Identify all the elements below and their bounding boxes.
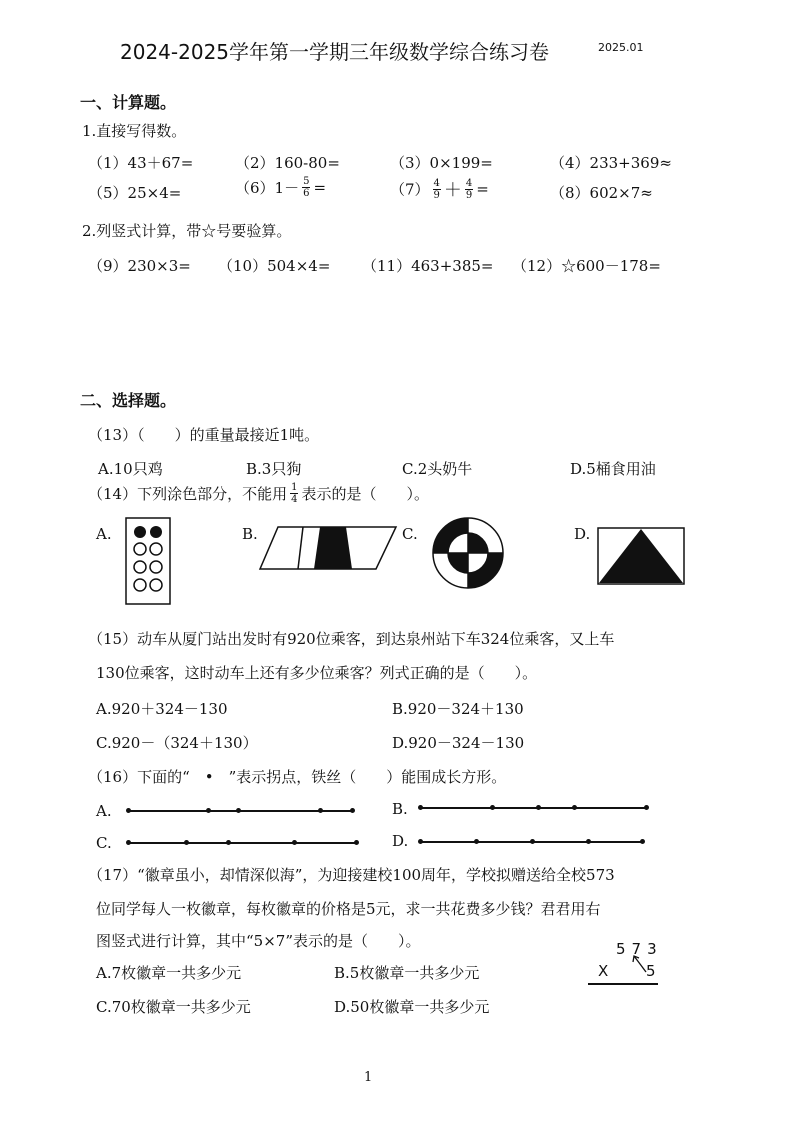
page-title: 2024-2025学年第一学期三年级数学综合练习卷 (120, 40, 550, 64)
q15-option-d: D.920－324－130 (392, 734, 525, 752)
q15-line-2: 130位乘客，这时动车上还有多少位乘客？列式正确的是（ ）。 (96, 664, 538, 682)
q16-label-a: A. (96, 802, 112, 820)
fraction-1-4: $\frac{1}{4}$ (291, 482, 298, 505)
q15-option-c: C.920－（324＋130） (96, 734, 258, 752)
q16-label-c: C. (96, 834, 112, 852)
q2-item-12: （12）☆600－178= (512, 257, 661, 275)
q15-line-1: （15）动车从厦门站出发时有920位乘客，到达泉州站下车324位乘客，又上车 (88, 630, 615, 648)
q1-item-1: （1）43＋67= (88, 154, 194, 172)
q14-label-a: A. (96, 525, 112, 543)
q17-option-b: B.5枚徽章一共多少元 (334, 964, 480, 982)
q13-option-b: B.3只狗 (246, 460, 302, 478)
fraction-4-9-b: $\frac{4}{9}$ (465, 177, 473, 201)
q1-title: 1.直接写得数。 (82, 122, 187, 140)
q14-figure-a-circles (125, 517, 171, 605)
q13-option-d: D.5桶食用油 (570, 460, 656, 478)
fraction-5-6: $\frac{5}{6}$ (303, 176, 310, 199)
q13-option-c: C.2头奶牛 (402, 460, 473, 478)
q17-line-1: （17）“徽章虽小，却情深似海”，为迎接建校100周年，学校拟赠送给全校573 (88, 866, 615, 884)
q1-item-2: （2）160-80= (235, 154, 340, 172)
q14-figure-d-rectangle (597, 527, 685, 585)
q13-option-a: A.10只鸡 (98, 460, 163, 478)
vertical-underline (588, 983, 658, 985)
section-title-choice: 二、选择题。 (80, 391, 177, 410)
q15-option-b: B.920－324＋130 (392, 700, 524, 718)
q17-line-3: 图竖式进行计算，其中“5×7”表示的是（ ）。 (96, 932, 421, 950)
vertical-multiply-sign: X (598, 962, 609, 980)
q16-label-b: B. (392, 800, 408, 818)
q2-item-10: （10）504×4= (218, 257, 331, 275)
q14-label-b: B. (242, 525, 258, 543)
q1-item-4: （4）233+369≈ (550, 154, 672, 172)
q1-item-5: （5）25×4= (88, 184, 182, 202)
q2-item-9: （9）230×3= (88, 257, 191, 275)
exam-date: 2025.01 (598, 41, 644, 54)
q14-label-d: D. (574, 525, 591, 543)
q16-stem: （16）下面的“ • ”表示拐点，铁丝（ ）能围成长方形。 (88, 768, 507, 786)
q14-figure-c-circle (430, 515, 506, 591)
q1-item-6: （6）1－ $\frac{5}{6}$ = (235, 176, 327, 199)
q14-stem: （14）下列涂色部分，不能用 $\frac{1}{4}$ 表示的是（ ）。 (88, 482, 429, 505)
q14-figure-b-parallelogram (258, 525, 398, 571)
fraction-4-9-a: $\frac{4}{9}$ (433, 177, 440, 201)
q17-line-2: 位同学每人一枚徽章，每枚徽章的价格是5元，求一共花费多少钱？君君用右 (96, 900, 601, 918)
q17-option-a: A.7枚徽章一共多少元 (96, 964, 242, 982)
q2-item-11: （11）463+385= (362, 257, 494, 275)
arrow-icon (628, 952, 652, 976)
vertical-bottom-number: 5 (646, 962, 656, 980)
q2-title: 2.列竖式计算，带☆号要验算。 (82, 222, 292, 240)
section-title-calculation: 一、计算题。 (80, 93, 177, 112)
q17-option-c: C.70枚徽章一共多少元 (96, 998, 251, 1016)
q14-label-c: C. (402, 525, 418, 543)
q1-item-8: （8）602×7≈ (550, 184, 653, 202)
q17-option-d: D.50枚徽章一共多少元 (334, 998, 490, 1016)
q1-item-7: （7） $\frac{4}{9}$ ＋ $\frac{4}{9}$ = (390, 177, 489, 201)
page-number: 1 (364, 1070, 373, 1085)
q1-item-3: （3）0×199= (390, 154, 493, 172)
q13-stem: （13）（ ）的重量最接近1吨。 (88, 426, 320, 444)
q15-option-a: A.920＋324－130 (96, 700, 228, 718)
q16-label-d: D. (392, 832, 409, 850)
vertical-top-number: 573 (616, 940, 663, 958)
